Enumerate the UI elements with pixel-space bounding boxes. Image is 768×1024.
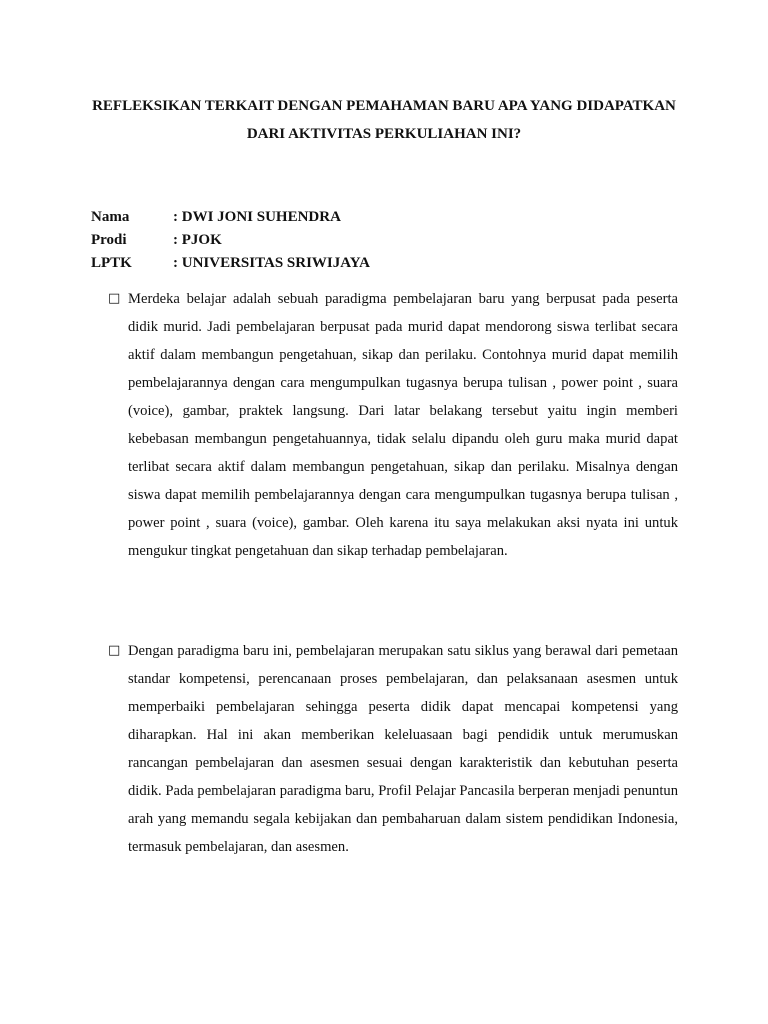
title-line-1: REFLEKSIKAN TERKAIT DENGAN PEMAHAMAN BARU APA YANG DIDAPATKAN — [92, 98, 676, 114]
meta-value-nama: : DWI JONI SUHENDRA — [173, 209, 341, 225]
bullet-box-icon: □ — [108, 291, 121, 306]
meta-row-lptk — [91, 252, 370, 275]
paragraph-1-text: Merdeka belajar adalah sebuah paradigma pembelajaran baru yang berpusat pada peserta didik murid. Jadi pembelajaran berpusat pada murid dapat mendorong siswa terlibat secara aktif dalam membangun pengetahuan, sikap dan perilaku. Contohnya murid dapat memilih pembelajarannya dengan cara mengumpulkan tugasnya berupa tulisan , power point , suara (voice), gambar, praktek langsung. Dari latar belakang tersebut yaitu ingin memberi kebebasan membangun pengetahuannya, tidak selalu dipandu oleh guru maka murid dapat terlibat secara aktif dalam membangun pengetahuan, sikap dan perilaku. Misalnya dengan siswa dapat memilih pembelajarannya dengan cara mengumpulkan tugasnya berupa tulisan , power point , suara (voice), gambar. Oleh karena itu saya melakukan aksi nyata ini untuk mengukur tingkat pengetahuan dan sikap terhadap pembelajaran. — [128, 291, 678, 559]
paragraph-1 — [108, 285, 678, 565]
meta-value-prodi: : PJOK — [173, 232, 222, 248]
paragraph-2-text: Dengan paradigma baru ini, pembelajaran merupakan satu siklus yang berawal dari pemetaan standar kompetensi, perencanaan proses pembelajaran, dan pelaksanaan asesmen untuk memperbaiki pembelajaran sehingga peserta didik dapat mencapai kompetensi yang diharapkan. Hal ini akan memberikan keleluasaan bagi pendidik untuk merumuskan rancangan pembelajaran dan asesmen sesuai dengan karakteristik dan kebutuhan peserta didik. Pada pembelajaran paradigma baru, Profil Pelajar Pancasila berperan menjadi penuntun arah yang memandu segala kebijakan dan pembaharuan dalam sistem pendidikan Indonesia, termasuk pembelajaran, dan asesmen. — [128, 643, 678, 855]
meta-label-prodi: Prodi — [91, 232, 127, 248]
meta-value-lptk: : UNIVERSITAS SRIWIJAYA — [173, 255, 371, 271]
student-info — [91, 206, 370, 275]
meta-label-lptk: LPTK — [91, 255, 132, 271]
bullet-box-icon: □ — [108, 643, 121, 658]
title-line-2: DARI AKTIVITAS PERKULIAHAN INI? — [246, 126, 522, 142]
document-title — [60, 92, 708, 148]
meta-label-nama: Nama — [91, 209, 130, 225]
meta-row-prodi — [91, 229, 370, 252]
meta-row-nama — [91, 206, 370, 229]
paragraph-2 — [108, 637, 678, 861]
